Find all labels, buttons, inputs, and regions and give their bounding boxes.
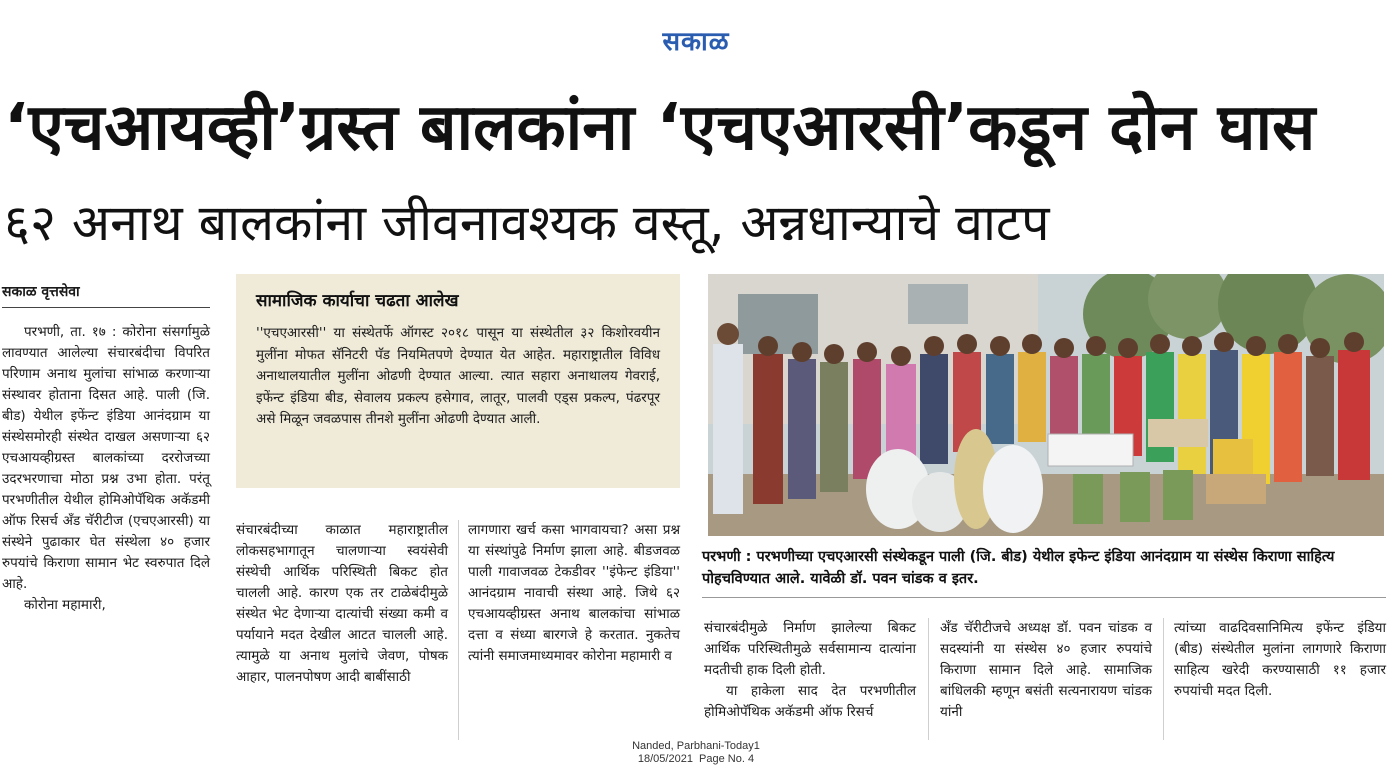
footer-date-page: 18/05/2021 Page No. 4 — [637, 753, 755, 765]
article-paragraph: परभणी, ता. १७ : कोरोना संसर्गामुळे लावण्यात आलेल्या संचारबंदीचा विपरित परिणाम अनाथ मुलांचा सांभाळ करणाऱ्या संस्थावर होताना दिसत आहे. पाली (जि. बीड) येथील इफेंन्ट इंडिया आनंदग्राम या संस्थेसमोरही संस्थेत दाखल असणाऱ्या ६२ एचआयव्हीग्रस्त बालकांच्या दररोजच्या उदरभरणाचा मोठा प्रश्न उभा होता. परंतू परभणीतील येथील होमिओपॅथिक अकॅडमी ऑफ रिसर्च अँड चॅरीटीज (एचएआरसी) या संस्थेने पुढाकार घेत संस्थेला ४० हजार रुपयांचे किराणा सामान भेट स्वरुपात दिले आहे. — [2, 324, 210, 592]
article-paragraph: त्यांच्या वाढदिवसानिमित्य इफेंन्ट इंडिया (बीड) संस्थेतील मुलांना लागणारे किराणा साहित्य खरेदी करण्यासाठी ११ हजार रुपयांची मदत दिली. — [1174, 620, 1386, 699]
article-column-4 — [704, 618, 916, 723]
article-paragraph: संचारबंदीमुळे निर्माण झालेल्या बिकट आर्थिक परिस्थितीमुळे सर्वसामान्य दात्यांना मदतीची हाक दिली होती. — [704, 620, 916, 678]
article-column-2 — [236, 520, 448, 688]
article-column-1 — [2, 322, 210, 616]
masthead-logo: सकाळ — [662, 27, 730, 57]
article-column-5 — [940, 618, 1152, 723]
sidebar-box-title: सामाजिक कार्याचा चढता आलेख — [256, 291, 459, 311]
byline: सकाळ वृत्तसेवा — [2, 282, 210, 308]
photo-illustration — [708, 274, 1384, 536]
photo-caption: परभणी : परभणीच्या एचएआरसी संस्थेकडून पाली (जि. बीड) येथील इफेन्ट इंडिया आनंदग्राम या संस्थेस किराणा साहित्य पोहचविण्यात आले. यावेळी डॉ. पवन चांडक व इतर. — [702, 549, 1335, 587]
article-paragraph: संचारबंदीच्या काळात महाराष्ट्रातील लोकसहभागातून चालणाऱ्या स्वयंसेवी संस्थेची आर्थिक परिस्थिती बिकट होत चालली आहे. कारण एक तर टाळेबंदीमुळे संस्थेत भेट देणाऱ्या दात्यांची संख्या कमी व पर्यायाने मदत देखील आटत चालली आहे. त्यामुळे या अनाथ मुलांचे जेवण, पोषक आहार, पालनपोषण आदी बाबींसाठी — [236, 522, 448, 685]
column-divider — [458, 520, 459, 740]
page-footer — [560, 740, 832, 766]
news-photo — [708, 274, 1384, 536]
article-paragraph: लागणारा खर्च कसा भागवायचा? असा प्रश्न या संस्थांपुढे निर्माण झाला आहे. बीडजवळ पाली गावाजवळ टेकडीवर ''इंफेन्ट इंडिया'' आनंदग्राम नावाची संस्था आहे. जिथे ६२ एचआयव्हीग्रस्त अनाथ बालकांचा सांभाळ दत्ता व संध्या बारगजे हे करतात. नुकतेच त्यांनी समाजमाध्यमावर कोरोना महामारी व — [468, 522, 680, 664]
divider — [702, 597, 1386, 598]
headline: ‘एचआयव्ही’ग्रस्त बालकांना ‘एचएआरसी’कडून दोन घास — [4, 91, 1316, 165]
article-column-3 — [468, 520, 680, 667]
article-paragraph: कोरोना महामारी, — [24, 597, 106, 613]
footer-edition: Nanded, Parbhani-Today1 — [632, 740, 760, 752]
subheadline: ६२ अनाथ बालकांना जीवनावश्यक वस्तू, अन्नधान्याचे वाटप — [4, 194, 1050, 252]
column-divider — [928, 618, 929, 740]
article-paragraph: या हाकेला साद देत परभणीतील होमिओपॅथिक अकॅडमी ऑफ रिसर्च — [704, 683, 916, 720]
sidebar-box — [236, 274, 680, 488]
sidebar-box-body: ''एचएआरसी'' या संस्थेतर्फे ऑगस्ट २०१८ पासून या संस्थेतील ३२ किशोरवयीन मुलींना मोफत सॅनिटरी पॅड नियमितपणे देण्यात येत आहेत. महाराष्ट्रातील विविध अनाथालयातील मुलींना ओढणी देण्यात आल्या. त्यात सहारा अनाथालय गेवराई, इफेंन्ट इंडिया बीड, सेवालय प्रकल्प हसेगाव, लातूर, पालवी एड्स प्रकल्प, पंढरपूर असे मिळून जवळपास तीनशे मुलींना ओढणी देण्यात आली. — [256, 325, 660, 427]
article-column-6 — [1174, 618, 1386, 702]
column-divider — [1163, 618, 1164, 740]
article-paragraph: अँड चॅरीटीजचे अध्यक्ष डॉ. पवन चांडक व सदस्यांनी या संस्थेस ४० हजार रुपयांचे किराणा सामान दिले आहे. सामाजिक बांधिलकी म्हणून बसंती सत्यनारायण चांडक यांनी — [940, 620, 1152, 720]
